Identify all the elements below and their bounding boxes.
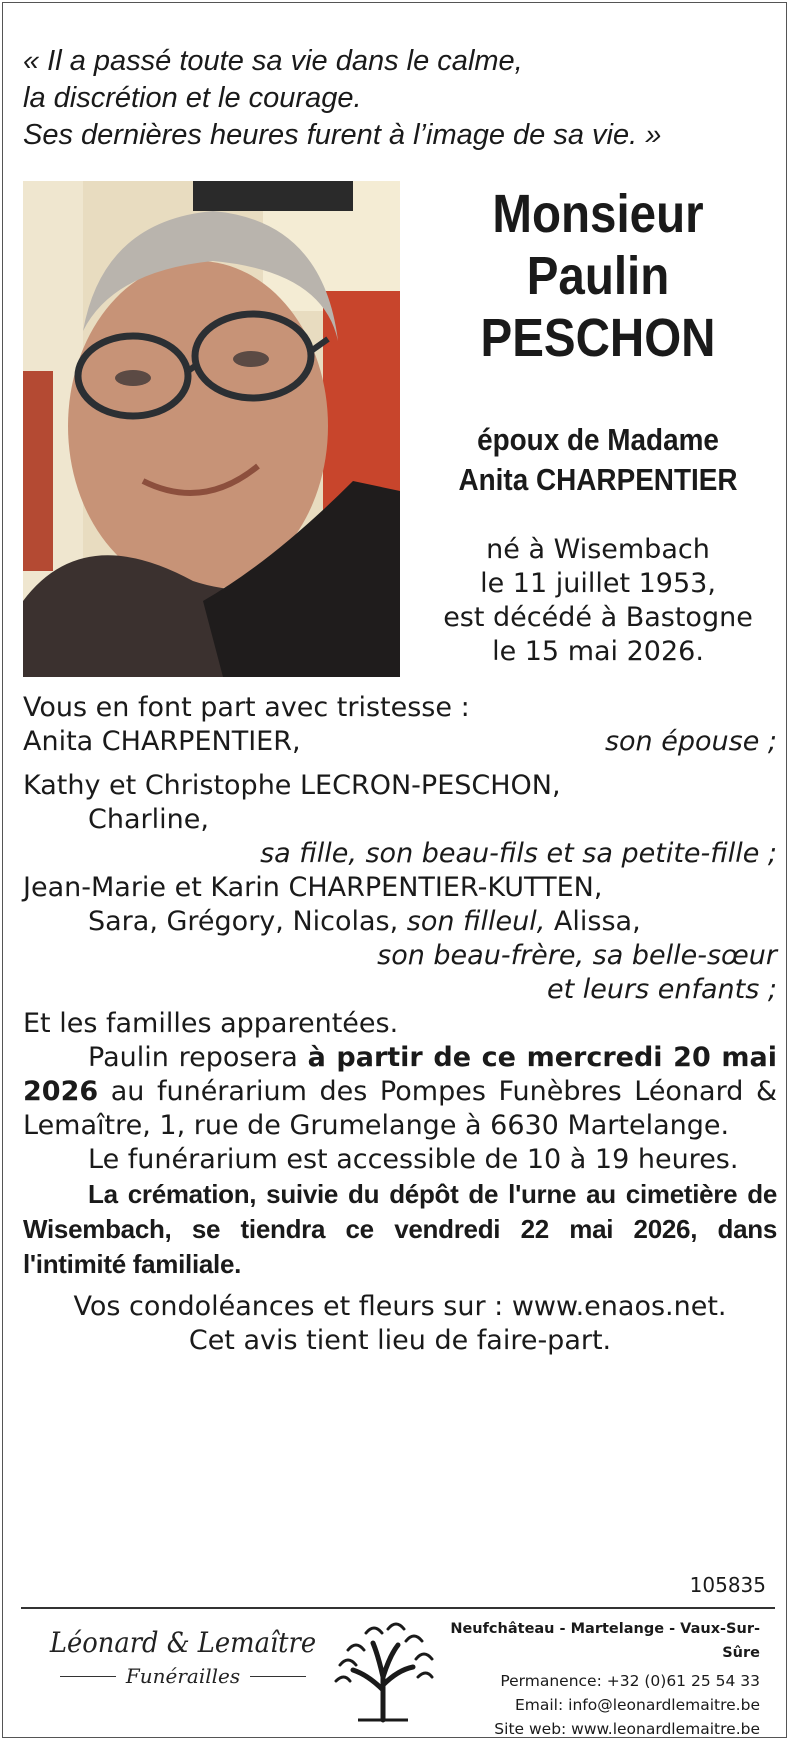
- brand-subtitle: Funérailles: [125, 1664, 241, 1688]
- family-relation: son épouse ;: [604, 726, 777, 757]
- birth-date: le 11 juillet 1953,: [480, 568, 716, 599]
- deceased-first-name: Paulin: [526, 246, 670, 306]
- announcement-intro: Vous en font part avec tristesse :: [23, 692, 470, 723]
- website: Site web: www.leonardlemaitre.be: [494, 1720, 760, 1738]
- portrait-photo: [23, 181, 400, 677]
- family-relation: sa fille, son beau-fils et sa petite-fille ;: [260, 838, 777, 869]
- spouse-line: époux de Madame: [477, 422, 719, 457]
- condolences-line: Vos condoléances et fleurs sur : www.enaos.net.: [73, 1291, 727, 1322]
- death-place: est décédé à Bastogne: [443, 602, 753, 633]
- phone: Permanence: +32 (0)61 25 54 33: [500, 1672, 760, 1690]
- family-children: [23, 905, 777, 939]
- family-member: Kathy et Christophe LECRON-PESCHON,: [23, 770, 561, 801]
- repose-date: à partir de ce mercredi 20 mai 2026: [23, 1042, 777, 1107]
- repose-text: Paulin reposera: [88, 1042, 308, 1073]
- death-date: le 15 mai 2026.: [492, 636, 704, 667]
- repose-paragraph: [23, 1041, 777, 1143]
- visiting-hours: Le funérarium est accessible de 10 à 19 heures.: [88, 1144, 739, 1175]
- brand-subtitle-row: [33, 1661, 333, 1691]
- repose-text: au funérarium des Pompes Funèbres Léonard & Lemaître, 1, rue de Grumelange à 6630 Martelange.: [23, 1076, 777, 1141]
- announcement-body: [23, 691, 777, 1358]
- contact-info: [420, 1617, 760, 1741]
- birth-death-info: [408, 533, 788, 669]
- email: Email: info@leonardlemaitre.be: [514, 1696, 760, 1714]
- family-others: Et les familles apparentées.: [23, 1008, 399, 1039]
- spouse-line: Anita CHARPENTIER: [458, 462, 738, 497]
- notice-line: Cet avis tient lieu de faire-part.: [188, 1325, 612, 1356]
- epitaph-quote: [23, 43, 773, 154]
- family-row-spouse: [23, 725, 777, 759]
- cremation-paragraph: La crémation, suivie du dépôt de l'urne au cimetière de Wisembach, se tiendra ce vendredi 22 mai 2026, dans l'intimité familiale.: [23, 1179, 777, 1279]
- children-names: Sara, Grégory, Nicolas,: [88, 906, 407, 937]
- deceased-name: [408, 183, 788, 369]
- family-member: Anita CHARPENTIER,: [23, 726, 301, 757]
- family-member: Jean-Marie et Karin CHARPENTIER-KUTTEN,: [23, 872, 603, 903]
- locations: Neufchâteau - Martelange - Vaux-Sur-Sûre: [450, 1621, 760, 1661]
- family-relation: et leurs enfants ;: [547, 974, 777, 1005]
- reference-number: 105835: [689, 1573, 766, 1597]
- birth-place: né à Wisembach: [486, 534, 710, 565]
- obituary-notice: [2, 2, 787, 1738]
- funeral-home-logo: [33, 1625, 333, 1691]
- quote-line: Ses dernières heures furent à l’image de sa vie. »: [23, 119, 662, 151]
- deceased-last-name: PESCHON: [480, 308, 716, 368]
- spouse-info: [427, 420, 769, 500]
- brand-name: Léonard & Lemaître: [49, 1626, 317, 1659]
- family-relation: son beau-frère, sa belle-sœur: [377, 940, 777, 971]
- quote-line: la discrétion et le courage.: [23, 82, 362, 114]
- children-names: Alissa,: [545, 906, 641, 937]
- deceased-title: Monsieur: [492, 184, 704, 244]
- godson-label: son filleul,: [406, 906, 546, 937]
- footer-divider: [21, 1607, 775, 1609]
- quote-line: « Il a passé toute sa vie dans le calme,: [23, 45, 523, 77]
- family-member: Charline,: [88, 804, 209, 835]
